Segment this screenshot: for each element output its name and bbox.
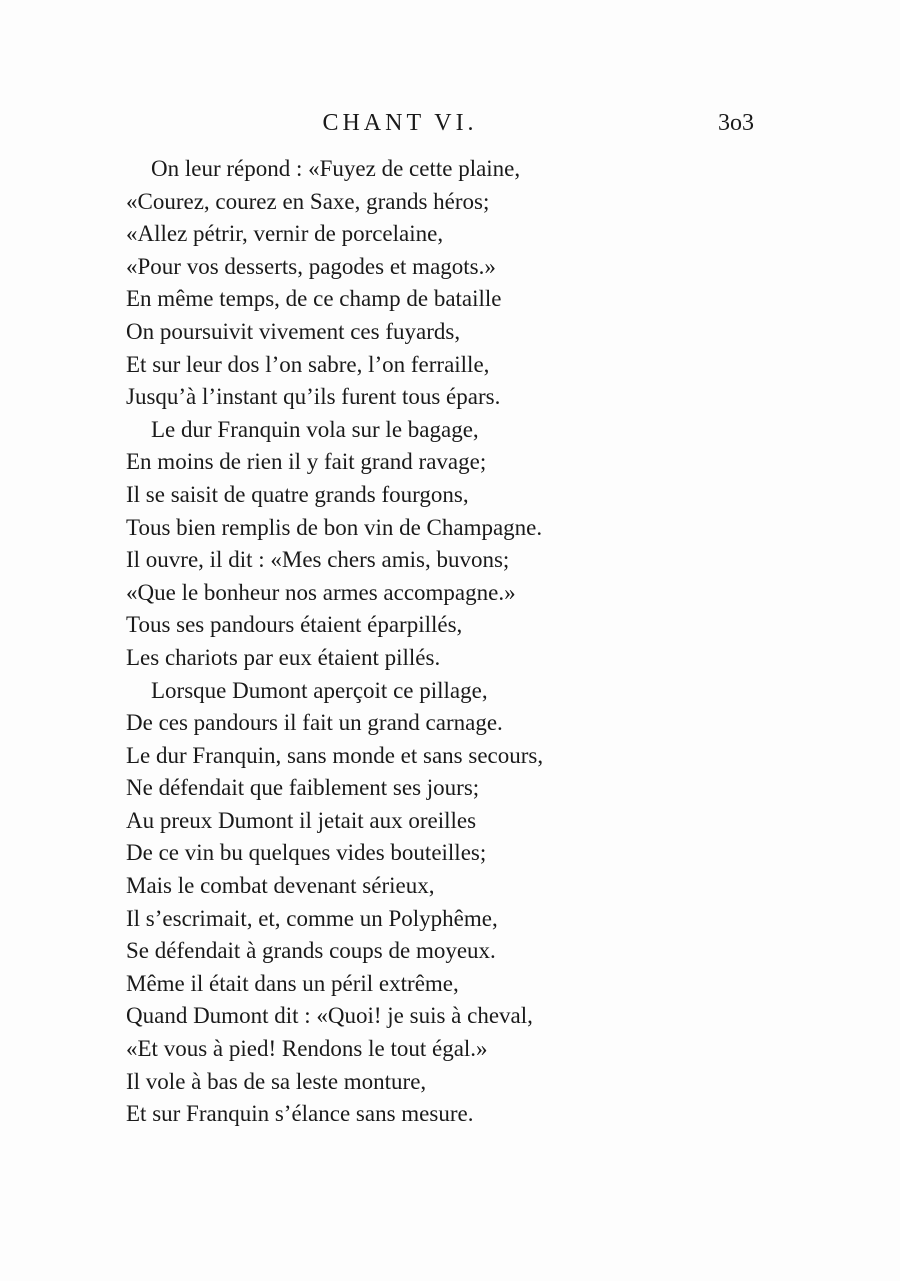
- verse-line: Lorsque Dumont aperçoit ce pillage,: [151, 677, 488, 703]
- verse-line: En même temps, de ce champ de bataille: [126, 286, 502, 312]
- verse-line: De ce vin bu quelques vides bouteilles;: [126, 840, 487, 866]
- verse-line: De ces pandours il fait un grand carnage.: [126, 710, 503, 736]
- verse-line: «Et vous à pied! Rendons le tout égal.»: [126, 1036, 488, 1062]
- verse-line: «Pour vos desserts, pagodes et magots.»: [126, 253, 496, 279]
- verse-line: Mais le combat devenant sérieux,: [126, 873, 435, 899]
- verse-line: Il vole à bas de sa leste monture,: [126, 1068, 427, 1094]
- verse-line: Ne défendait que faiblement ses jours;: [126, 775, 480, 801]
- verse-line: En moins de rien il y fait grand ravage;: [126, 449, 487, 475]
- running-head: [0, 110, 900, 140]
- verse-line: Tous bien remplis de bon vin de Champagne.: [126, 514, 543, 540]
- verse-line: Les chariots par eux étaient pillés.: [126, 644, 441, 670]
- verse-line: Tous ses pandours étaient éparpillés,: [126, 612, 463, 638]
- verse-line: Se défendait à grands coups de moyeux.: [126, 938, 496, 964]
- verse-line: Et sur Franquin s’élance sans mesure.: [126, 1101, 474, 1127]
- verse-line: Au preux Dumont il jetait aux oreilles: [126, 807, 477, 833]
- verse-line: Le dur Franquin vola sur le bagage,: [151, 416, 479, 442]
- poem-verses: [126, 153, 846, 1131]
- verse-line: Et sur leur dos l’on sabre, l’on ferraille,: [126, 351, 490, 377]
- verse-line: «Courez, courez en Saxe, grands héros;: [126, 188, 490, 214]
- verse-line: «Que le bonheur nos armes accompagne.»: [126, 579, 516, 605]
- verse-line: Il ouvre, il dit : «Mes chers amis, buvons;: [126, 547, 510, 573]
- verse-line: «Allez pétrir, vernir de porcelaine,: [126, 221, 444, 247]
- verse-line: Il se saisit de quatre grands fourgons,: [126, 481, 469, 507]
- verse-line: On poursuivit vivement ces fuyards,: [126, 318, 461, 344]
- page-number: 3o3: [718, 110, 754, 136]
- verse-line: Même il était dans un péril extrême,: [126, 970, 459, 996]
- verse-line: Il s’escrimait, et, comme un Polyphême,: [126, 905, 498, 931]
- verse-line: Le dur Franquin, sans monde et sans secours,: [126, 742, 544, 768]
- chapter-title: CHANT VI.: [322, 110, 478, 136]
- verse-line: Jusqu’à l’instant qu’ils furent tous épars.: [126, 384, 501, 410]
- verse-line: On leur répond : «Fuyez de cette plaine,: [151, 156, 521, 181]
- verse-line: Quand Dumont dit : «Quoi! je suis à cheval,: [126, 1003, 533, 1029]
